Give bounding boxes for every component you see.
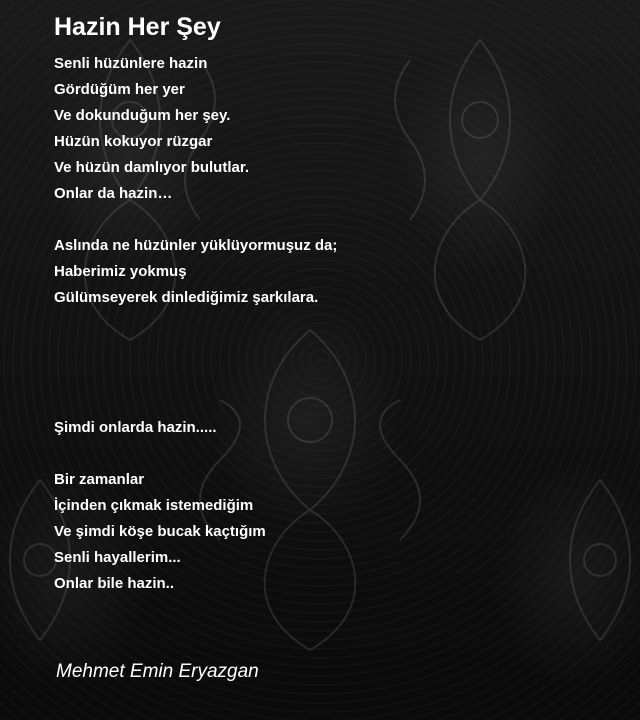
- poem-title: Hazin Her Şey: [54, 13, 221, 41]
- poem-blank-line: [54, 311, 614, 337]
- poem-blank-line: [54, 363, 614, 389]
- poem-line: Onlar da hazin…: [54, 185, 173, 202]
- poem-line: Senli hüzünlere hazin: [54, 55, 208, 72]
- poem-line: Haberimiz yokmuş: [54, 263, 187, 280]
- poem-line: Gülümseyerek dinlediğimiz şarkılara.: [54, 289, 319, 306]
- poem-container: [54, 10, 614, 597]
- poem-line: Ve dokunduğum her şey.: [54, 107, 231, 124]
- poem-author: Mehmet Emin Eryazgan: [56, 661, 259, 682]
- poem-line: Hüzün kokuyor rüzgar: [54, 133, 213, 150]
- poem-blank-line: [54, 389, 614, 415]
- poem-line: Aslında ne hüzünler yüklüyormuşuz da;: [54, 237, 338, 254]
- poem-line: Şimdi onlarda hazin.....: [54, 419, 217, 436]
- poem-line: Senli hayallerim...: [54, 549, 181, 566]
- poem-blank-line: [54, 441, 614, 467]
- poem-line: Onlar bile hazin..: [54, 575, 175, 592]
- poem-line: İçinden çıkmak istemediğim: [54, 497, 254, 514]
- poem-line: Gördüğüm her yer: [54, 81, 185, 98]
- poem-line: Bir zamanlar: [54, 471, 145, 488]
- poem-blank-line: [54, 207, 614, 233]
- poem-line: Ve hüzün damlıyor bulutlar.: [54, 159, 250, 176]
- poem-line: Ve şimdi köşe bucak kaçtığım: [54, 523, 266, 540]
- poem-blank-line: [54, 337, 614, 363]
